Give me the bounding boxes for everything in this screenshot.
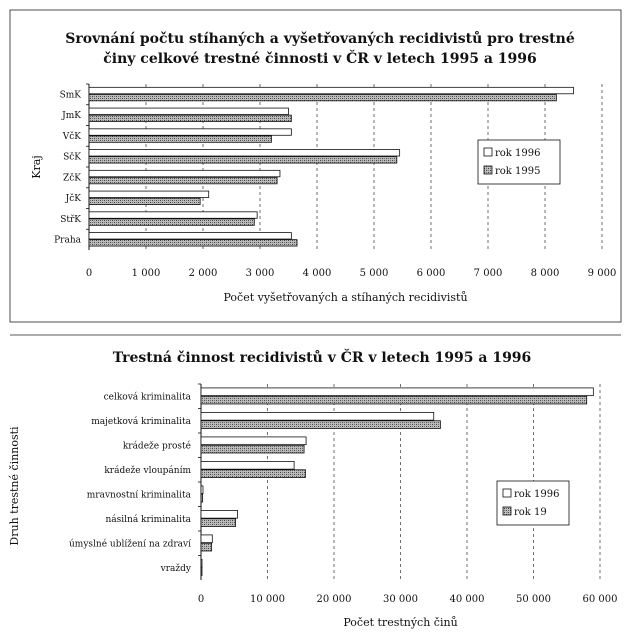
legend-box — [497, 481, 569, 525]
x-tick-label: 3 000 — [245, 268, 275, 279]
chart-criminal-activity — [8, 348, 618, 629]
bar-rok-1995 — [89, 94, 556, 100]
legend — [478, 140, 560, 184]
category-label: JmK — [62, 111, 81, 122]
x-tick-label: 10 000 — [250, 594, 285, 605]
category-label: Praha — [54, 235, 81, 246]
bar-rok-1995 — [89, 177, 277, 183]
x-tick-label: 0 — [197, 594, 205, 605]
bar-rok-1995 — [89, 219, 254, 225]
x-tick-label: 5 000 — [359, 268, 389, 279]
x-tick-label: 1 000 — [131, 268, 161, 279]
chart-title-line: Srovnání počtu stíhaných a vyšetřovaných recidivistů pro trestné — [65, 31, 575, 47]
x-tick-label: 8 000 — [530, 268, 560, 279]
bar-rok-1996 — [201, 535, 212, 543]
category-label: ZčK — [62, 173, 81, 184]
category-label: krádeže prosté — [122, 441, 191, 452]
bar-rok-1995 — [201, 568, 202, 576]
bar-rok-1995 — [201, 396, 587, 404]
category-label: VčK — [62, 131, 81, 142]
category-label: JčK — [65, 194, 81, 205]
legend-box — [478, 140, 560, 184]
x-tick-label: 2 000 — [188, 268, 218, 279]
x-tick-label: 20 000 — [316, 594, 352, 605]
x-tick-label: 4 000 — [302, 268, 332, 279]
x-tick-label: 50 000 — [516, 594, 551, 605]
x-tick-label: 40 000 — [449, 594, 485, 605]
bar-rok-1995 — [89, 240, 297, 246]
chart-title-line: činy celkové trestné činnosti v ČR v letech 1995 a 1996 — [103, 51, 537, 67]
category-label: celková kriminalita — [103, 392, 191, 403]
bar-rok-1996 — [89, 233, 291, 239]
category-label: krádeže vloupáním — [104, 465, 191, 476]
bar-rok-1996 — [89, 191, 209, 197]
legend-swatch-1996 — [484, 148, 492, 156]
bar-rok-1995 — [201, 421, 440, 429]
category-label: SmK — [59, 90, 81, 101]
bar-rok-1996 — [201, 388, 593, 396]
x-tick-label: 0 — [85, 268, 93, 279]
category-label: StřK — [60, 214, 81, 225]
category-label: SčK — [63, 152, 81, 163]
category-label: mravnostní kriminalita — [86, 490, 191, 501]
category-label: úmyslné ublížení na zdraví — [69, 539, 191, 550]
category-label: majetková kriminalita — [91, 416, 191, 427]
bar-rok-1996 — [89, 150, 400, 156]
bar-rok-1996 — [89, 170, 280, 176]
bar-rok-1996 — [201, 461, 294, 469]
bar-rok-1995 — [201, 519, 236, 527]
bar-rok-1996 — [201, 437, 306, 445]
bar-rok-1996 — [89, 129, 291, 135]
bar-rok-1996 — [89, 108, 289, 114]
bar-rok-1996 — [201, 486, 203, 494]
chart-title-line: Trestná činnost recidivistů v ČR v letech 1995 a 1996 — [112, 350, 532, 366]
bar-rok-1996 — [201, 412, 434, 420]
bar-rok-1995 — [201, 543, 212, 551]
bar-rok-1995 — [201, 470, 305, 478]
bar-rok-1996 — [89, 87, 574, 93]
bar-rok-1996 — [89, 212, 257, 218]
bar-rok-1995 — [89, 157, 397, 163]
legend-label: rok 1995 — [495, 166, 541, 177]
bar-rok-1995 — [201, 494, 203, 502]
x-tick-label: 7 000 — [473, 268, 503, 279]
bar-rok-1996 — [201, 510, 238, 518]
x-tick-label: 6 000 — [416, 268, 446, 279]
y-axis-title: Druh trestné činnosti — [8, 426, 21, 546]
bar-rok-1995 — [201, 445, 304, 453]
bar-rok-1995 — [89, 198, 200, 204]
bar-rok-1996 — [201, 559, 202, 567]
y-axis-title: Kraj — [30, 155, 43, 179]
chart-recidivists-by-region — [30, 30, 616, 304]
x-tick-label: 60 000 — [582, 594, 618, 605]
legend-label: rok 1996 — [514, 489, 560, 500]
legend-label: rok 1996 — [495, 148, 541, 159]
x-axis-title: Počet trestných činů — [343, 616, 458, 629]
legend-swatch-1996 — [503, 489, 511, 497]
legend — [497, 481, 569, 525]
legend-label: rok 19 — [514, 507, 547, 518]
x-axis-title: Počet vyšetřovaných a stíhaných recidivistů — [223, 291, 468, 304]
bar-rok-1995 — [89, 136, 271, 142]
category-label: násilná kriminalita — [105, 514, 191, 525]
x-tick-label: 30 000 — [383, 594, 418, 605]
legend-swatch-1995 — [484, 166, 492, 174]
legend-swatch-1995 — [503, 507, 511, 515]
bar-rok-1995 — [89, 115, 291, 121]
x-tick-label: 9 000 — [587, 268, 617, 279]
category-label: vraždy — [160, 563, 191, 574]
